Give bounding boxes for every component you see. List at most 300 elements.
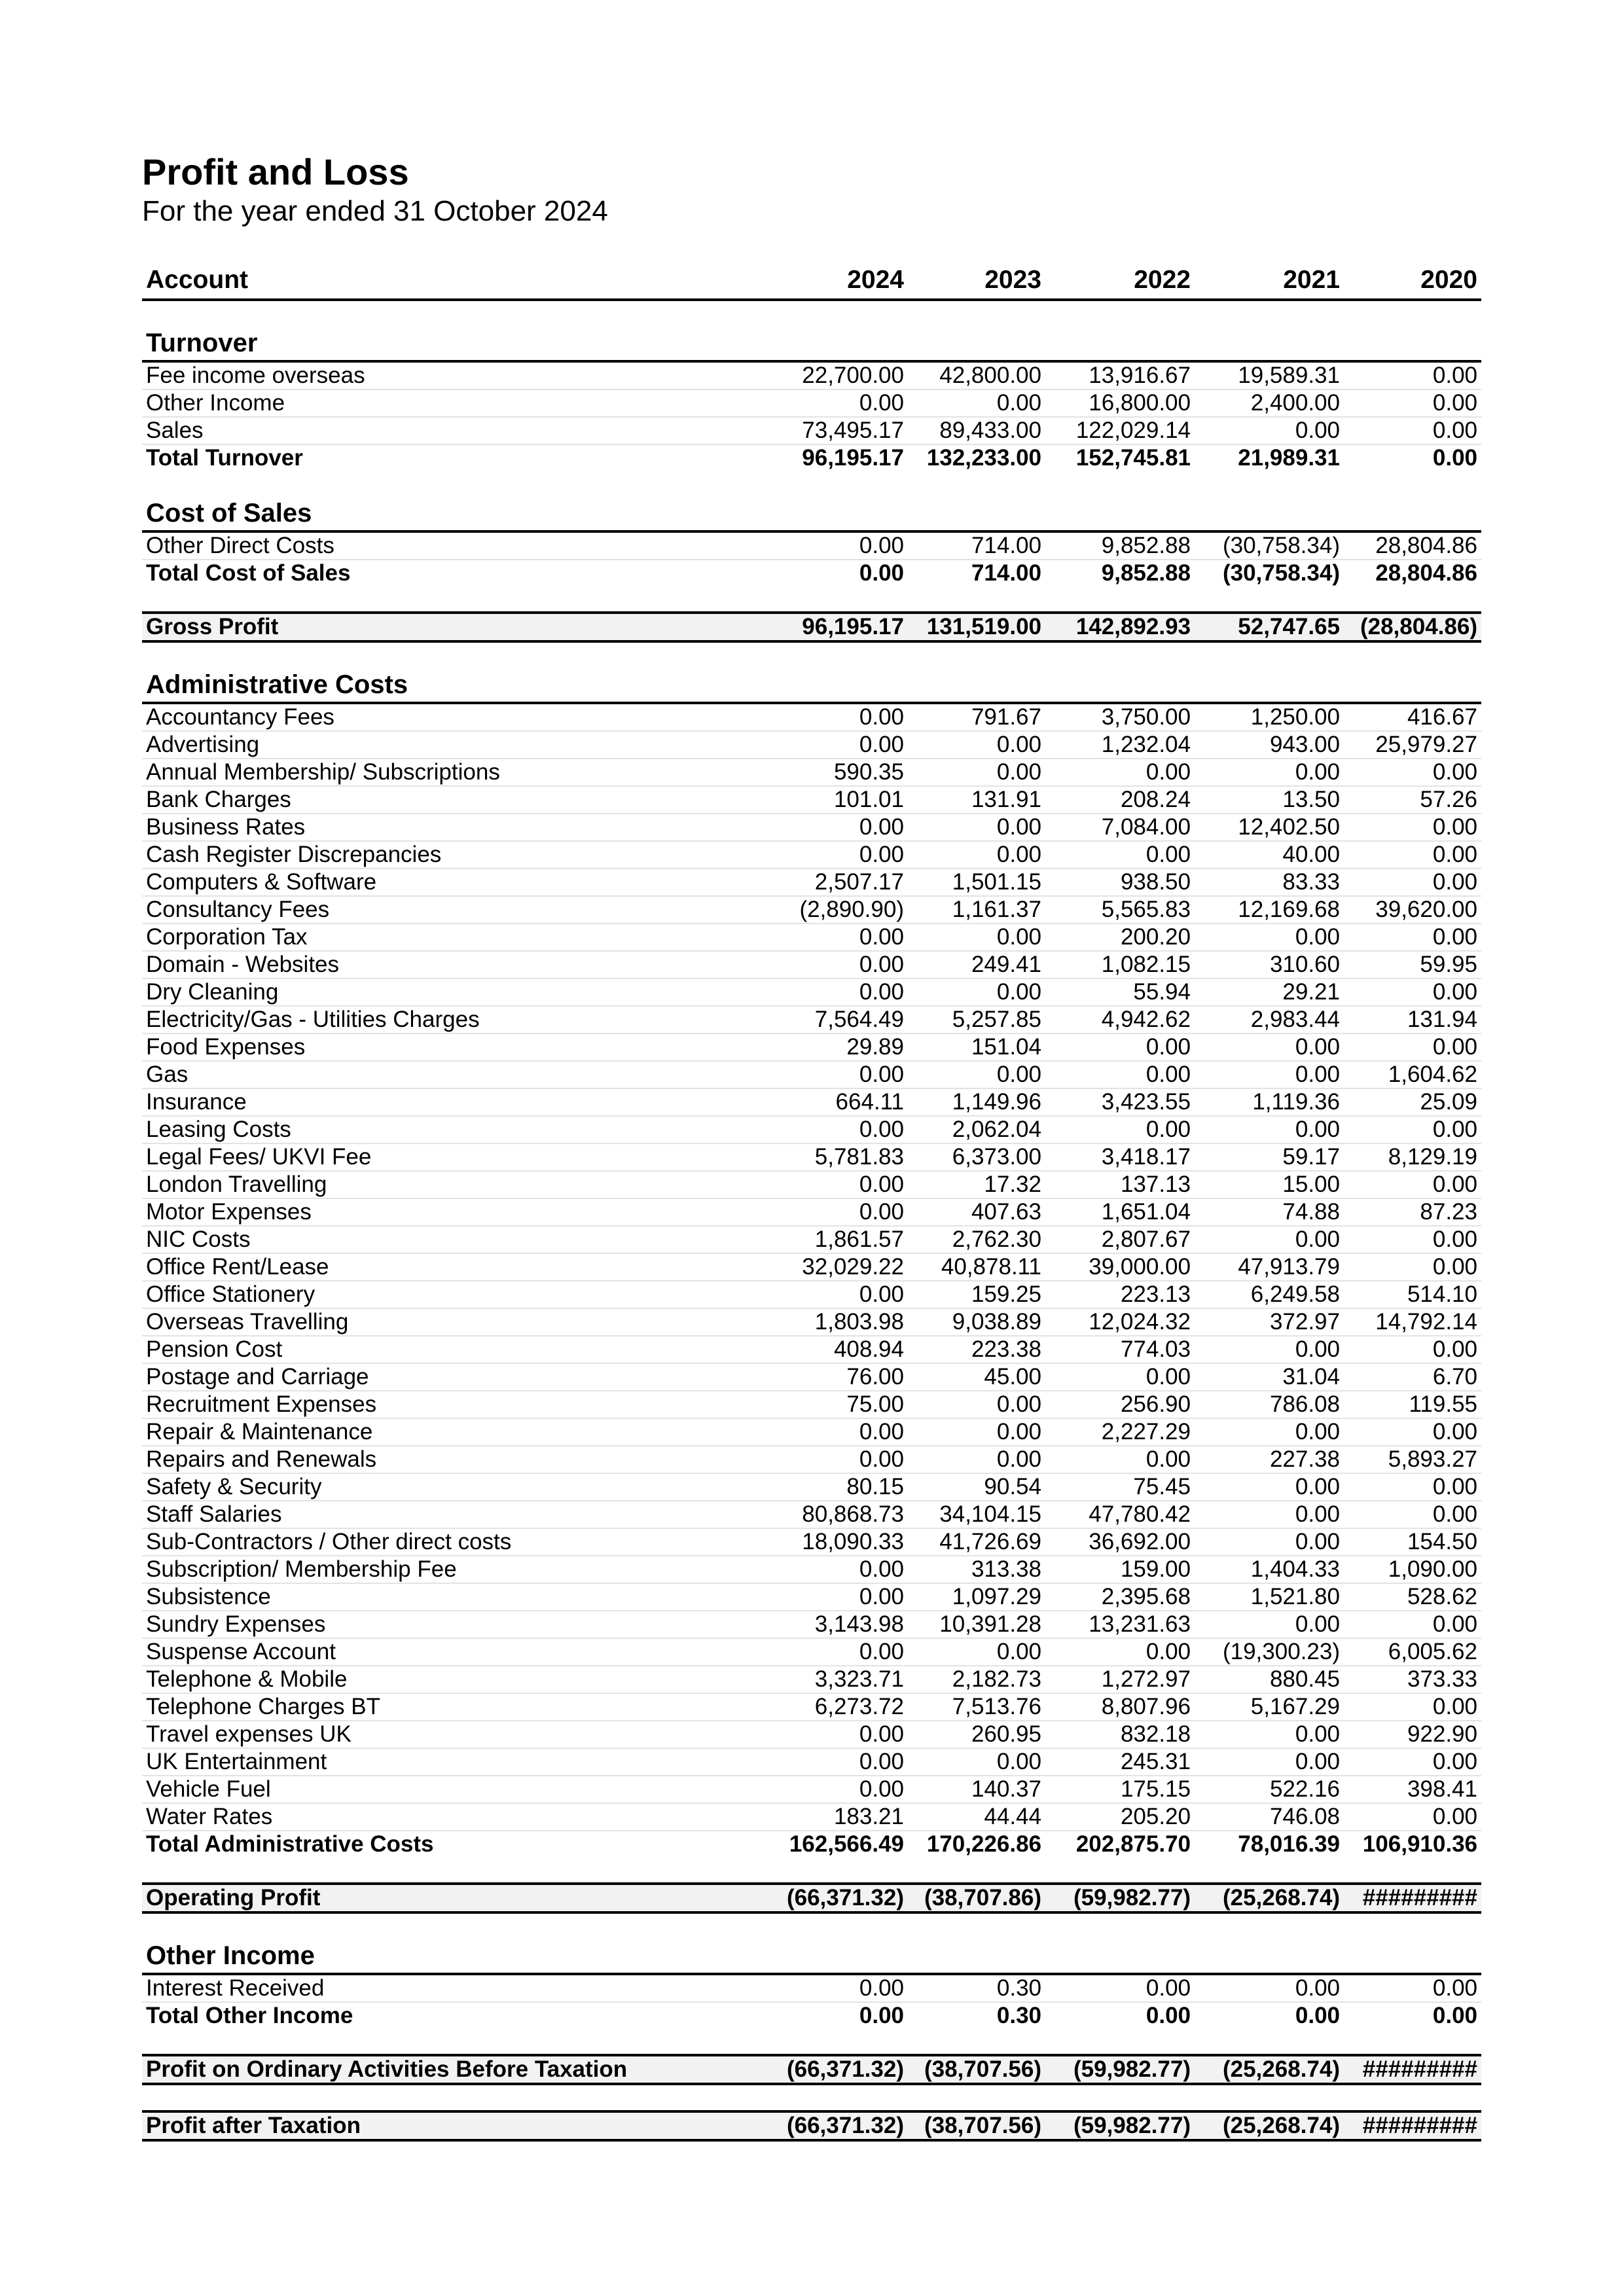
amount-cell: 1,604.62 bbox=[1344, 1061, 1481, 1088]
table-row bbox=[142, 1253, 1481, 1281]
account-label: Domain - Websites bbox=[142, 951, 770, 978]
amount-cell: 774.03 bbox=[1045, 1336, 1195, 1363]
account-label: Travel expenses UK bbox=[142, 1721, 770, 1748]
amount-cell: (59,982.77) bbox=[1045, 2111, 1195, 2140]
amount-cell: 44.44 bbox=[908, 1803, 1045, 1831]
account-label: Overseas Travelling bbox=[142, 1308, 770, 1336]
table-row bbox=[142, 1226, 1481, 1253]
amount-cell: 7,564.49 bbox=[770, 1006, 908, 1033]
amount-cell: 1,404.33 bbox=[1195, 1556, 1344, 1583]
table-row bbox=[142, 841, 1481, 869]
amount-cell: 162,566.49 bbox=[789, 1831, 904, 1857]
amount-cell: 5,257.85 bbox=[908, 1006, 1045, 1033]
amount-cell: 256.90 bbox=[1045, 1391, 1195, 1418]
amount-cell: 159.00 bbox=[1045, 1556, 1195, 1583]
amount-cell: 96,195.17 bbox=[802, 445, 904, 471]
amount-cell: (30,758.34) bbox=[1222, 560, 1340, 586]
table-row bbox=[142, 531, 1481, 560]
amount-cell: 0.00 bbox=[908, 1418, 1045, 1446]
table-row bbox=[142, 1611, 1481, 1638]
account-label: Gross Profit bbox=[142, 613, 770, 641]
amount-cell: (25,268.74) bbox=[1195, 1884, 1344, 1912]
amount-cell: 52,747.65 bbox=[1195, 613, 1344, 641]
amount-cell: 131.94 bbox=[1344, 1006, 1481, 1033]
amount-cell: 59.17 bbox=[1195, 1143, 1344, 1171]
amount-cell: 0.00 bbox=[908, 731, 1045, 759]
amount-cell: 0.00 bbox=[1344, 924, 1481, 951]
amount-cell: 39,000.00 bbox=[1045, 1253, 1195, 1281]
table-row bbox=[142, 869, 1481, 896]
amount-cell: 119.55 bbox=[1344, 1391, 1481, 1418]
amount-cell: 0.00 bbox=[1344, 1418, 1481, 1446]
account-label: Electricity/Gas - Utilities Charges bbox=[142, 1006, 770, 1033]
account-label: Recruitment Expenses bbox=[142, 1391, 770, 1418]
amount-cell: 151.04 bbox=[908, 1033, 1045, 1061]
amount-cell: 0.00 bbox=[859, 560, 904, 586]
table-row bbox=[142, 1638, 1481, 1666]
table-row bbox=[142, 1281, 1481, 1308]
account-label: Office Rent/Lease bbox=[142, 1253, 770, 1281]
amount-cell: 18,090.33 bbox=[770, 1528, 908, 1556]
table-row bbox=[142, 1501, 1481, 1528]
amount-cell: 42,800.00 bbox=[908, 361, 1045, 389]
table-row bbox=[142, 759, 1481, 786]
amount-cell: 1,651.04 bbox=[1045, 1198, 1195, 1226]
amount-cell: 0.00 bbox=[1195, 1501, 1344, 1528]
account-label: Consultancy Fees bbox=[142, 896, 770, 924]
account-label: Gas bbox=[142, 1061, 770, 1088]
amount-cell: 0.00 bbox=[1195, 759, 1344, 786]
amount-cell: 39,620.00 bbox=[1344, 896, 1481, 924]
spacer-row bbox=[142, 2084, 1481, 2111]
column-header-year: 2023 bbox=[908, 262, 1045, 300]
amount-cell: 0.00 bbox=[770, 978, 908, 1006]
amount-cell: 0.00 bbox=[1344, 1171, 1481, 1198]
amount-cell: (66,371.32) bbox=[770, 1884, 908, 1912]
amount-cell: (59,982.77) bbox=[1045, 1884, 1195, 1912]
amount-cell: 227.38 bbox=[1195, 1446, 1344, 1473]
amount-cell: 223.13 bbox=[1045, 1281, 1195, 1308]
amount-cell: 0.00 bbox=[1195, 1418, 1344, 1446]
account-label: Sub-Contractors / Other direct costs bbox=[142, 1528, 770, 1556]
amount-cell: 9,852.88 bbox=[1045, 531, 1195, 560]
amount-cell: 0.00 bbox=[770, 1974, 908, 2002]
amount-cell: 0.00 bbox=[1344, 389, 1481, 417]
table-row bbox=[142, 1446, 1481, 1473]
table-row bbox=[142, 1721, 1481, 1748]
amount-cell: 200.20 bbox=[1045, 924, 1195, 951]
amount-cell: 0.00 bbox=[1195, 417, 1344, 444]
account-label: Staff Salaries bbox=[142, 1501, 770, 1528]
account-label: Pension Cost bbox=[142, 1336, 770, 1363]
table-row bbox=[142, 978, 1481, 1006]
amount-cell: 310.60 bbox=[1195, 951, 1344, 978]
amount-cell: 13.50 bbox=[1195, 786, 1344, 814]
turnover-section-header bbox=[142, 326, 1481, 361]
operating-profit-row bbox=[142, 1884, 1481, 1912]
account-label: Cash Register Discrepancies bbox=[142, 841, 770, 869]
account-label: Leasing Costs bbox=[142, 1116, 770, 1143]
amount-cell: 131,519.00 bbox=[908, 613, 1045, 641]
amount-cell: 22,700.00 bbox=[770, 361, 908, 389]
amount-cell: 0.00 bbox=[908, 1638, 1045, 1666]
amount-cell: 40.00 bbox=[1195, 841, 1344, 869]
amount-cell: 0.00 bbox=[770, 814, 908, 841]
amount-cell: 1,250.00 bbox=[1195, 703, 1344, 731]
amount-cell: 0.00 bbox=[1045, 1974, 1195, 2002]
account-label: Sundry Expenses bbox=[142, 1611, 770, 1638]
amount-cell: 0.00 bbox=[1195, 924, 1344, 951]
amount-cell: 786.08 bbox=[1195, 1391, 1344, 1418]
table-row bbox=[142, 786, 1481, 814]
amount-cell: 6,005.62 bbox=[1344, 1638, 1481, 1666]
amount-cell: 0.00 bbox=[1045, 759, 1195, 786]
amount-cell: 1,501.15 bbox=[908, 869, 1045, 896]
amount-cell: 0.00 bbox=[908, 1446, 1045, 1473]
amount-cell: 0.00 bbox=[1195, 1721, 1344, 1748]
amount-cell: 29.89 bbox=[770, 1033, 908, 1061]
table-row bbox=[142, 1143, 1481, 1171]
amount-cell: 0.00 bbox=[908, 759, 1045, 786]
amount-cell: 0.00 bbox=[770, 1776, 908, 1803]
amount-cell: 90.54 bbox=[908, 1473, 1045, 1501]
amount-cell: 1,149.96 bbox=[908, 1088, 1045, 1116]
amount-cell: 0.00 bbox=[1344, 1803, 1481, 1831]
amount-cell: 407.63 bbox=[908, 1198, 1045, 1226]
amount-cell: 0.00 bbox=[770, 924, 908, 951]
amount-cell: 0.00 bbox=[1195, 1226, 1344, 1253]
amount-cell: 0.00 bbox=[1344, 1693, 1481, 1721]
amount-cell: 0.00 bbox=[908, 814, 1045, 841]
amount-cell: 0.00 bbox=[770, 1556, 908, 1583]
account-label: Total Other Income bbox=[146, 2003, 353, 2028]
table-row bbox=[142, 1391, 1481, 1418]
report-page bbox=[142, 151, 1477, 2142]
amount-cell: 0.00 bbox=[770, 1748, 908, 1776]
amount-cell: 0.00 bbox=[1045, 1033, 1195, 1061]
amount-cell: (38,707.56) bbox=[908, 2055, 1045, 2084]
amount-cell: ######### bbox=[1344, 1884, 1481, 1912]
amount-cell: 152,745.81 bbox=[1075, 445, 1191, 471]
account-label: Other Direct Costs bbox=[142, 531, 770, 560]
spacer-row bbox=[142, 2029, 1481, 2055]
spacer-row bbox=[142, 586, 1481, 613]
amount-cell: 7,513.76 bbox=[908, 1693, 1045, 1721]
table-row bbox=[142, 1088, 1481, 1116]
amount-cell: 15.00 bbox=[1195, 1171, 1344, 1198]
amount-cell: 0.00 bbox=[770, 1418, 908, 1446]
amount-cell: 0.00 bbox=[770, 531, 908, 560]
amount-cell: 373.33 bbox=[1344, 1666, 1481, 1693]
amount-cell: 74.88 bbox=[1195, 1198, 1344, 1226]
amount-cell: 0.00 bbox=[1045, 1363, 1195, 1391]
spacer-row bbox=[142, 471, 1481, 496]
amount-cell: 791.67 bbox=[908, 703, 1045, 731]
amount-cell: 28,804.86 bbox=[1375, 560, 1477, 586]
amount-cell: 12,024.32 bbox=[1045, 1308, 1195, 1336]
other-income-total-row bbox=[142, 2002, 1481, 2029]
amount-cell: 746.08 bbox=[1195, 1803, 1344, 1831]
table-row bbox=[142, 417, 1481, 444]
amount-cell: 1,090.00 bbox=[1344, 1556, 1481, 1583]
turnover-total-row bbox=[142, 444, 1481, 471]
account-label: Repair & Maintenance bbox=[142, 1418, 770, 1446]
amount-cell: 0.00 bbox=[770, 703, 908, 731]
table-row bbox=[142, 1061, 1481, 1088]
table-row bbox=[142, 1803, 1481, 1831]
amount-cell: 1,272.97 bbox=[1045, 1666, 1195, 1693]
amount-cell: 0.00 bbox=[1195, 1033, 1344, 1061]
amount-cell: 522.16 bbox=[1195, 1776, 1344, 1803]
account-label: Total Turnover bbox=[146, 445, 303, 471]
amount-cell: (38,707.86) bbox=[908, 1884, 1045, 1912]
amount-cell: 0.00 bbox=[1344, 1336, 1481, 1363]
amount-cell: 106,910.36 bbox=[1362, 1831, 1477, 1857]
amount-cell: 1,119.36 bbox=[1195, 1088, 1344, 1116]
amount-cell: 0.00 bbox=[908, 924, 1045, 951]
amount-cell: 0.00 bbox=[770, 1638, 908, 1666]
amount-cell: 6.70 bbox=[1344, 1363, 1481, 1391]
amount-cell: 202,875.70 bbox=[1075, 1831, 1191, 1857]
amount-cell: 0.00 bbox=[1195, 1528, 1344, 1556]
column-header-year: 2021 bbox=[1195, 262, 1344, 300]
amount-cell: 398.41 bbox=[1344, 1776, 1481, 1803]
amount-cell: 0.00 bbox=[770, 1281, 908, 1308]
amount-cell: 13,916.67 bbox=[1045, 361, 1195, 389]
account-label: Water Rates bbox=[142, 1803, 770, 1831]
amount-cell: 0.00 bbox=[908, 1748, 1045, 1776]
amount-cell: 21,989.31 bbox=[1238, 445, 1340, 471]
amount-cell: 19,589.31 bbox=[1195, 361, 1344, 389]
amount-cell: 0.00 bbox=[1344, 1033, 1481, 1061]
amount-cell: 17.32 bbox=[908, 1171, 1045, 1198]
amount-cell: 408.94 bbox=[770, 1336, 908, 1363]
amount-cell: 16,800.00 bbox=[1045, 389, 1195, 417]
amount-cell: 2,182.73 bbox=[908, 1666, 1045, 1693]
table-row bbox=[142, 924, 1481, 951]
table-row bbox=[142, 1776, 1481, 1803]
account-label: Annual Membership/ Subscriptions bbox=[142, 759, 770, 786]
section-title: Turnover bbox=[142, 326, 1481, 361]
amount-cell: 0.00 bbox=[1146, 2003, 1191, 2028]
amount-cell: (19,300.23) bbox=[1195, 1638, 1344, 1666]
amount-cell: 0.00 bbox=[1195, 1473, 1344, 1501]
report-title: Profit and Loss bbox=[142, 151, 409, 192]
amount-cell: (25,268.74) bbox=[1195, 2111, 1344, 2140]
amount-cell: 0.00 bbox=[1344, 1501, 1481, 1528]
amount-cell: 2,807.67 bbox=[1045, 1226, 1195, 1253]
amount-cell: ######### bbox=[1344, 2055, 1481, 2084]
amount-cell: 943.00 bbox=[1195, 731, 1344, 759]
account-label: Total Cost of Sales bbox=[146, 560, 351, 586]
amount-cell: 0.00 bbox=[1045, 1116, 1195, 1143]
account-label: Sales bbox=[142, 417, 770, 444]
amount-cell: 140.37 bbox=[908, 1776, 1045, 1803]
amount-cell: 0.00 bbox=[770, 951, 908, 978]
account-label: Repairs and Renewals bbox=[142, 1446, 770, 1473]
account-label: Insurance bbox=[142, 1088, 770, 1116]
profit-after-tax-row bbox=[142, 2111, 1481, 2140]
amount-cell: 416.67 bbox=[1344, 703, 1481, 731]
amount-cell: (38,707.56) bbox=[908, 2111, 1045, 2140]
amount-cell: 313.38 bbox=[908, 1556, 1045, 1583]
amount-cell: 0.00 bbox=[1045, 1061, 1195, 1088]
amount-cell: 9,038.89 bbox=[908, 1308, 1045, 1336]
amount-cell: 245.31 bbox=[1045, 1748, 1195, 1776]
table-row bbox=[142, 361, 1481, 389]
amount-cell: 3,323.71 bbox=[770, 1666, 908, 1693]
amount-cell: 0.00 bbox=[1344, 1253, 1481, 1281]
amount-cell: 0.00 bbox=[770, 841, 908, 869]
section-title: Other Income bbox=[142, 1939, 1481, 1974]
amount-cell: (28,804.86) bbox=[1344, 613, 1481, 641]
amount-cell: 83.33 bbox=[1195, 869, 1344, 896]
amount-cell: 2,507.17 bbox=[770, 869, 908, 896]
amount-cell: 183.21 bbox=[770, 1803, 908, 1831]
gross-profit-row bbox=[142, 613, 1481, 641]
account-label: Accountancy Fees bbox=[142, 703, 770, 731]
amount-cell: 8,807.96 bbox=[1045, 1693, 1195, 1721]
table-row bbox=[142, 1974, 1481, 2002]
amount-cell: 528.62 bbox=[1344, 1583, 1481, 1611]
amount-cell: 45.00 bbox=[908, 1363, 1045, 1391]
amount-cell: 0.00 bbox=[1195, 1748, 1344, 1776]
section-title: Cost of Sales bbox=[142, 496, 1481, 531]
amount-cell: 6,273.72 bbox=[770, 1693, 908, 1721]
amount-cell: (59,982.77) bbox=[1045, 2055, 1195, 2084]
account-label: Fee income overseas bbox=[142, 361, 770, 389]
account-label: Telephone Charges BT bbox=[142, 1693, 770, 1721]
amount-cell: 122,029.14 bbox=[1045, 417, 1195, 444]
administrative-costs-section-header bbox=[142, 668, 1481, 703]
amount-cell: 9,852.88 bbox=[1101, 560, 1191, 586]
amount-cell: 0.00 bbox=[1344, 814, 1481, 841]
amount-cell: 0.00 bbox=[1045, 841, 1195, 869]
table-row bbox=[142, 1308, 1481, 1336]
amount-cell: 7,084.00 bbox=[1045, 814, 1195, 841]
account-label: Profit on Ordinary Activities Before Taxation bbox=[142, 2055, 770, 2084]
amount-cell: 0.00 bbox=[1344, 417, 1481, 444]
amount-cell: 89,433.00 bbox=[908, 417, 1045, 444]
amount-cell: 75.45 bbox=[1045, 1473, 1195, 1501]
table-row bbox=[142, 1473, 1481, 1501]
profit-before-tax-row bbox=[142, 2055, 1481, 2084]
amount-cell: 0.00 bbox=[1195, 1336, 1344, 1363]
account-label: UK Entertainment bbox=[142, 1748, 770, 1776]
amount-cell: 4,942.62 bbox=[1045, 1006, 1195, 1033]
amount-cell: 25.09 bbox=[1344, 1088, 1481, 1116]
account-label: Safety & Security bbox=[142, 1473, 770, 1501]
amount-cell: 47,780.42 bbox=[1045, 1501, 1195, 1528]
account-label: NIC Costs bbox=[142, 1226, 770, 1253]
amount-cell: 3,423.55 bbox=[1045, 1088, 1195, 1116]
table-row bbox=[142, 1528, 1481, 1556]
spacer-row bbox=[142, 1912, 1481, 1939]
amount-cell: 0.00 bbox=[1344, 1473, 1481, 1501]
amount-cell: 57.26 bbox=[1344, 786, 1481, 814]
table-row bbox=[142, 1748, 1481, 1776]
account-label: Motor Expenses bbox=[142, 1198, 770, 1226]
spacer-row bbox=[142, 1857, 1481, 1884]
amount-cell: 0.00 bbox=[1344, 1974, 1481, 2002]
amount-cell: 73,495.17 bbox=[770, 417, 908, 444]
amount-cell: 0.00 bbox=[908, 1391, 1045, 1418]
amount-cell: (66,371.32) bbox=[770, 2111, 908, 2140]
amount-cell: 208.24 bbox=[1045, 786, 1195, 814]
amount-cell: 1,161.37 bbox=[908, 896, 1045, 924]
amount-cell: 922.90 bbox=[1344, 1721, 1481, 1748]
table-row bbox=[142, 1006, 1481, 1033]
account-label: Vehicle Fuel bbox=[142, 1776, 770, 1803]
account-label: Subsistence bbox=[142, 1583, 770, 1611]
amount-cell: 0.00 bbox=[1195, 1061, 1344, 1088]
column-header-row bbox=[142, 262, 1481, 300]
amount-cell: 223.38 bbox=[908, 1336, 1045, 1363]
amount-cell: 0.00 bbox=[1344, 361, 1481, 389]
table-row bbox=[142, 896, 1481, 924]
amount-cell: 0.00 bbox=[1344, 841, 1481, 869]
amount-cell: 1,082.15 bbox=[1045, 951, 1195, 978]
account-label: Food Expenses bbox=[142, 1033, 770, 1061]
amount-cell: 31.04 bbox=[1195, 1363, 1344, 1391]
account-label: Profit after Taxation bbox=[142, 2111, 770, 2140]
amount-cell: (30,758.34) bbox=[1195, 531, 1344, 560]
amount-cell: 5,781.83 bbox=[770, 1143, 908, 1171]
amount-cell: 260.95 bbox=[908, 1721, 1045, 1748]
table-row bbox=[142, 1666, 1481, 1693]
account-label: Business Rates bbox=[142, 814, 770, 841]
table-row bbox=[142, 1198, 1481, 1226]
amount-cell: 0.00 bbox=[908, 978, 1045, 1006]
amount-cell: 2,395.68 bbox=[1045, 1583, 1195, 1611]
amount-cell: 372.97 bbox=[1195, 1308, 1344, 1336]
amount-cell: 0.00 bbox=[1195, 1974, 1344, 2002]
amount-cell: 32,029.22 bbox=[770, 1253, 908, 1281]
amount-cell: 0.00 bbox=[1344, 1116, 1481, 1143]
amount-cell: 0.00 bbox=[770, 1171, 908, 1198]
amount-cell: 1,521.80 bbox=[1195, 1583, 1344, 1611]
other-income-section-header bbox=[142, 1939, 1481, 1974]
amount-cell: 0.00 bbox=[770, 389, 908, 417]
column-header-year: 2020 bbox=[1344, 262, 1481, 300]
amount-cell: 25,979.27 bbox=[1344, 731, 1481, 759]
table-row bbox=[142, 1336, 1481, 1363]
amount-cell: 2,983.44 bbox=[1195, 1006, 1344, 1033]
amount-cell: 59.95 bbox=[1344, 951, 1481, 978]
amount-cell: 664.11 bbox=[770, 1088, 908, 1116]
account-label: London Travelling bbox=[142, 1171, 770, 1198]
amount-cell: 3,750.00 bbox=[1045, 703, 1195, 731]
account-label: Computers & Software bbox=[142, 869, 770, 896]
amount-cell: 938.50 bbox=[1045, 869, 1195, 896]
amount-cell: 514.10 bbox=[1344, 1281, 1481, 1308]
amount-cell: 3,143.98 bbox=[770, 1611, 908, 1638]
amount-cell: 36,692.00 bbox=[1045, 1528, 1195, 1556]
account-label: Telephone & Mobile bbox=[142, 1666, 770, 1693]
amount-cell: 0.00 bbox=[1344, 869, 1481, 896]
amount-cell: 87.23 bbox=[1344, 1198, 1481, 1226]
amount-cell: 0.30 bbox=[908, 1974, 1045, 2002]
amount-cell: 1,803.98 bbox=[770, 1308, 908, 1336]
table-row bbox=[142, 1033, 1481, 1061]
amount-cell: 137.13 bbox=[1045, 1171, 1195, 1198]
amount-cell: 5,167.29 bbox=[1195, 1693, 1344, 1721]
profit-loss-table bbox=[142, 262, 1481, 2142]
amount-cell: 0.00 bbox=[1045, 1446, 1195, 1473]
amount-cell: 0.30 bbox=[996, 2003, 1041, 2028]
amount-cell: 2,227.29 bbox=[1045, 1418, 1195, 1446]
amount-cell: 1,097.29 bbox=[908, 1583, 1045, 1611]
